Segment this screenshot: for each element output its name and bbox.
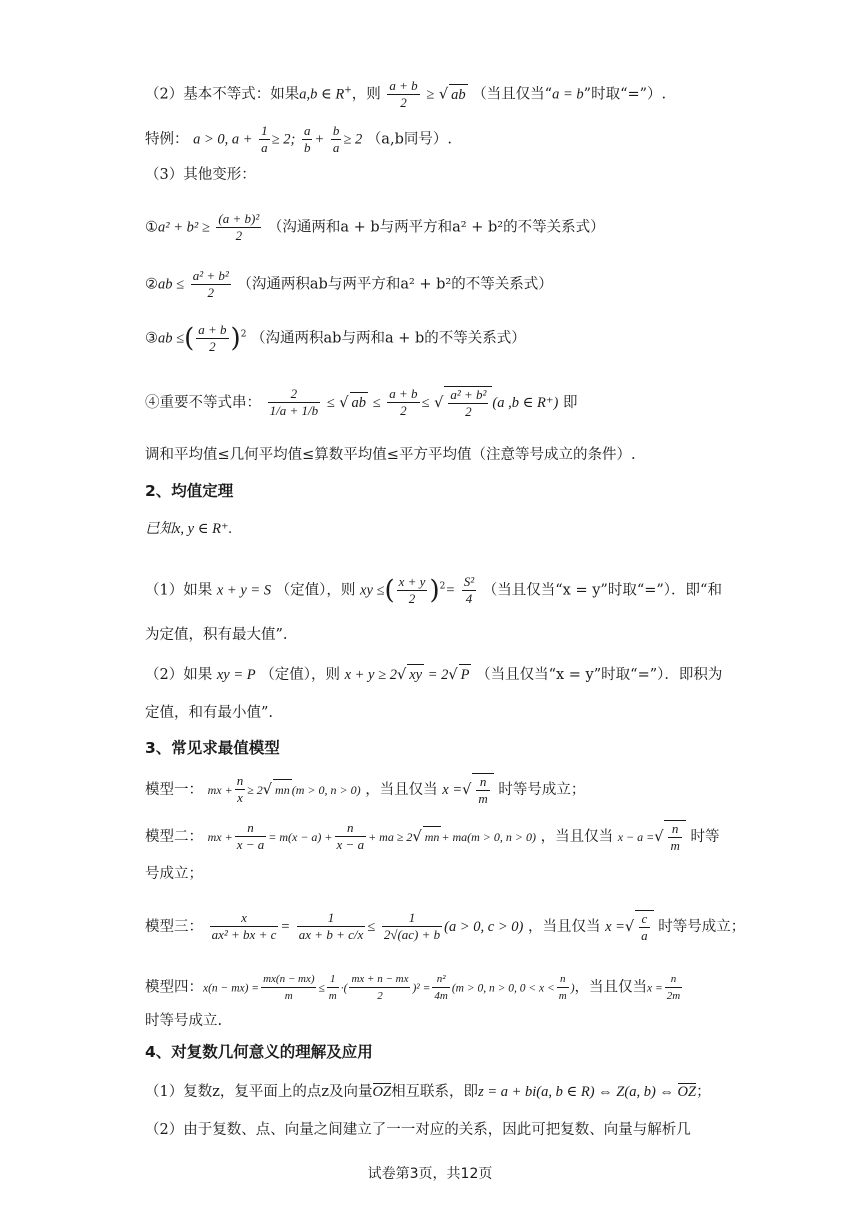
text: ，当且仅当	[540, 828, 614, 845]
section-heading-2: 2、均值定理	[145, 482, 234, 500]
text: 特例：	[145, 131, 189, 148]
text: （1）复数z，复平面上的点z及向量	[145, 1084, 373, 1100]
text: （1）如果	[145, 582, 213, 599]
section-heading-3: 3、常见求最值模型	[145, 739, 280, 757]
math: a = b	[552, 86, 584, 103]
text: （定值），则	[260, 667, 340, 683]
section-heading-4: 4、对复数几何意义的理解及应用	[145, 1043, 373, 1061]
text: （当且仅当“x = y”时取“=”）．即“和	[482, 582, 722, 599]
text: ；	[696, 1084, 711, 1100]
text: （2）如果	[145, 667, 213, 683]
text: ，当且仅当	[574, 979, 648, 996]
text: （a,b同号）.	[366, 131, 452, 148]
text: ④重要不等式串：	[145, 394, 261, 411]
text: （沟通两积ab与两平方和a² + b²的不等关系式）	[237, 276, 553, 293]
model-1-line: 模型一： mx + $\frac{n}{x}$ ≥ 2√ mn (m > 0, n > 0) ，当且仅当 x =√ $\frac{n}{m}$ 时等号成立；	[145, 773, 586, 806]
theorem-2-cont: 定值，和有最小值”.	[145, 705, 274, 721]
text: （当且仅当“	[472, 86, 553, 103]
theorem-1-line: （1）如果 x + y = S （定值），则 xy ≤( $\frac{x + y}{2}$ )$^2$= $\frac{\text{S²}}{4}$ （当且仅当“x = y”时取“=”）．即“和	[145, 574, 722, 606]
text: （定值），则	[275, 582, 356, 599]
variant-3-line: ③ab ≤( $\frac{a + b}{2}$ )$^2$ （沟通两积ab与两和a + b的不等关系式）	[145, 322, 526, 354]
model-2-line: 模型二： mx + $\frac{n}{x - a}$ = m(x − a) + $\frac{n}{x - a}$ + ma ≥ 2√ mn + ma(m > 0, n > 0) ，当且仅当 x − a =√ $\frac{n}{m}$ 时等	[145, 820, 720, 853]
text: （沟通两积ab与两和a + b的不等关系式）	[251, 330, 526, 347]
basic-inequality-line: （2）基本不等式：如果a,b ∈ R+，则 $\frac{a + b}{2}$ ≥ √ ab （当且仅当“a = b”时取“=”）.	[145, 78, 667, 110]
variant-1-line: ①a² + b² ≥ $\frac{\text{(a + b)²}}{2}$ （沟通两和a + b与两平方和a² + b²的不等关系式）	[145, 211, 605, 243]
text: 模型三：	[145, 918, 203, 935]
theorem-2-line: （2）如果 xy = P （定值），则 x + y ≥ 2√ xy = 2√ P （当且仅当“x = y”时取“=”）．即积为	[145, 664, 722, 685]
model-4-line: 模型四：x(n − mx) = $\frac{mx(n - mx)}{m}$ ≤ $\frac{1}{m}$ ·( $\frac{mx + n - mx}{2}$ )² = $\frac{\text{n²}}{4m}$ (m > 0, n > 0, 0 < x < $\frac{n}{m}$ )，当且仅当x = $\frac{n}{2m}$	[145, 973, 681, 1002]
page-footer: 试卷第3页，共12页	[367, 1166, 493, 1182]
text: （沟通两和a + b与两平方和a² + b²的不等关系式）	[267, 219, 605, 236]
special-case-line: 特例： a > 0, a + $\frac{1}{a}$ ≥ 2; $\frac{a}{b}$ + $\frac{b}{a}$ ≥ 2 （a,b同号）.	[145, 123, 452, 155]
inequality-chain-line: ④重要不等式串： $\frac{2}{1/a + 1/b}$ ≤ √ ab ≤ $\frac{a + b}{2}$ ≤ √ $\frac{\text{a² + b²}}{2}$ (a ,b ∈ R⁺) 即	[145, 386, 578, 419]
text: 模型四：	[145, 979, 203, 996]
text: ，当且仅当	[365, 781, 438, 798]
theorem-1-cont: 为定值，积有最大值”.	[145, 627, 288, 643]
text: 模型一：	[145, 781, 203, 798]
text: （当且仅当“x = y”时取“=”）．即积为	[476, 667, 723, 683]
variant-2-line: ②ab ≤ $\frac{\text{a² + b²}}{2}$ （沟通两积ab与两平方和a² + b²的不等关系式）	[145, 268, 553, 300]
complex-1-line: （1）复数z，复平面上的点z及向量OZ相互联系，即z = a + bi(a, b ∈ R) ⇔ Z(a, b) ⇔ OZ；	[145, 1084, 711, 1100]
text: 时等号成立；	[498, 781, 586, 798]
given-line	[145, 519, 232, 539]
fraction: $\frac{a + b}{2}$	[389, 78, 418, 110]
text: ，当且仅当	[527, 918, 601, 935]
means-chain-line: 调和平均值≤几何平均值≤算数平均值≤平方平均值（注意等号成立的条件）.	[145, 447, 636, 463]
text: 时等	[690, 828, 720, 845]
math: 已知x, y ∈ R⁺.	[145, 521, 233, 537]
text: ”时取“=”）.	[583, 86, 667, 103]
text: （2）基本不等式：如果	[145, 86, 300, 103]
text: 相互联系，即	[391, 1084, 479, 1100]
text: 即	[562, 394, 578, 411]
other-variants-line: （3）其他变形：	[145, 167, 256, 183]
complex-2-line: （2）由于复数、点、向量之间建立了一一对应的关系，因此可把复数、向量与解析几	[145, 1122, 691, 1138]
model-2-cont: 号成立；	[145, 866, 203, 882]
text: 模型二：	[145, 828, 203, 845]
text: 时等号成立；	[658, 918, 746, 935]
math: a,b ∈ R	[299, 86, 345, 103]
model-3-line: 模型三： $\frac{x}{\text{ax² + bx + c}}$ = $\frac{1}{ax + b + c/x}$ ≤ $\frac{1}{2√(ac) + b}$ (a > 0, c > 0) ，当且仅当 x =√ $\frac{c}{a}$ 时等号成立；	[145, 910, 746, 943]
model-4-cont: 时等号成立.	[145, 1013, 223, 1029]
text: ，则	[351, 86, 381, 103]
